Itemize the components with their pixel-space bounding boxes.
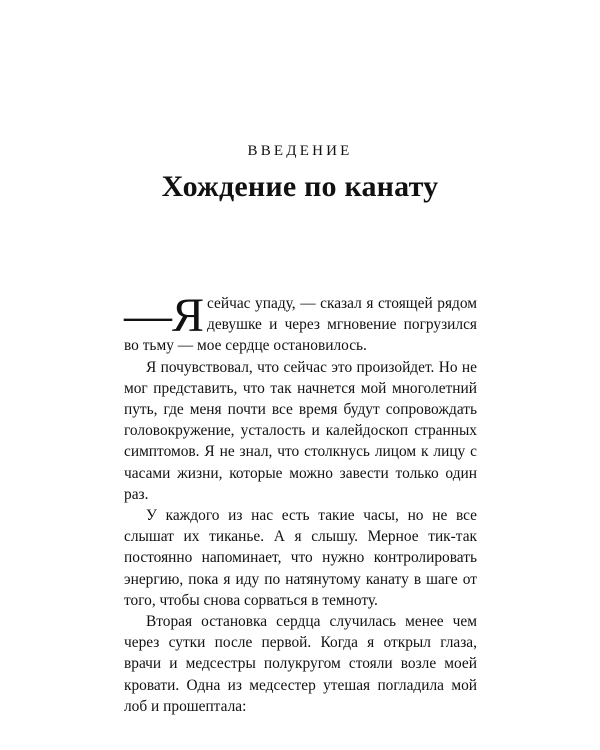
chapter-title: Хождение по канату (161, 170, 439, 203)
paragraph-4: Вторая остановка сердца случилась менее чем через сутки после первой. Когда я открыл глаза, врачи и медсестры полукругом стояли возле моей кровати. Одна из медсестер утешая погладила мой лоб и прошептала: (124, 613, 477, 715)
paragraph-1 (124, 289, 477, 357)
drop-cap: —Я (124, 289, 205, 342)
body-text (124, 289, 477, 717)
paragraph-3: У каждого из нас есть такие часы, но не все слышат их тиканье. А я слышу. Мерное тик-так постоянно напоминает, что нужно контролировать энергию, пока я иду по натянутому канату в шаге от того, чтобы снова сорваться в темноту. (124, 507, 477, 609)
paragraph-1-text: сейчас упаду, — сказал я стоящей рядом девушке и через мгновение погрузился во тьму — мое сердце остановилось. (124, 295, 477, 355)
section-label: ВВЕДЕНИЕ (247, 143, 353, 159)
paragraph-2: Я почувствовал, что сейчас это произойдет. Но не мог представить, что так начнется мой многолетний путь, где меня почти все время будут сопровождать головокружение, усталость и калейдоскоп странных симптомов. Я не знал, что столкнусь лицом к лицу с часами жизни, которые можно завести только один раз. (124, 358, 477, 503)
